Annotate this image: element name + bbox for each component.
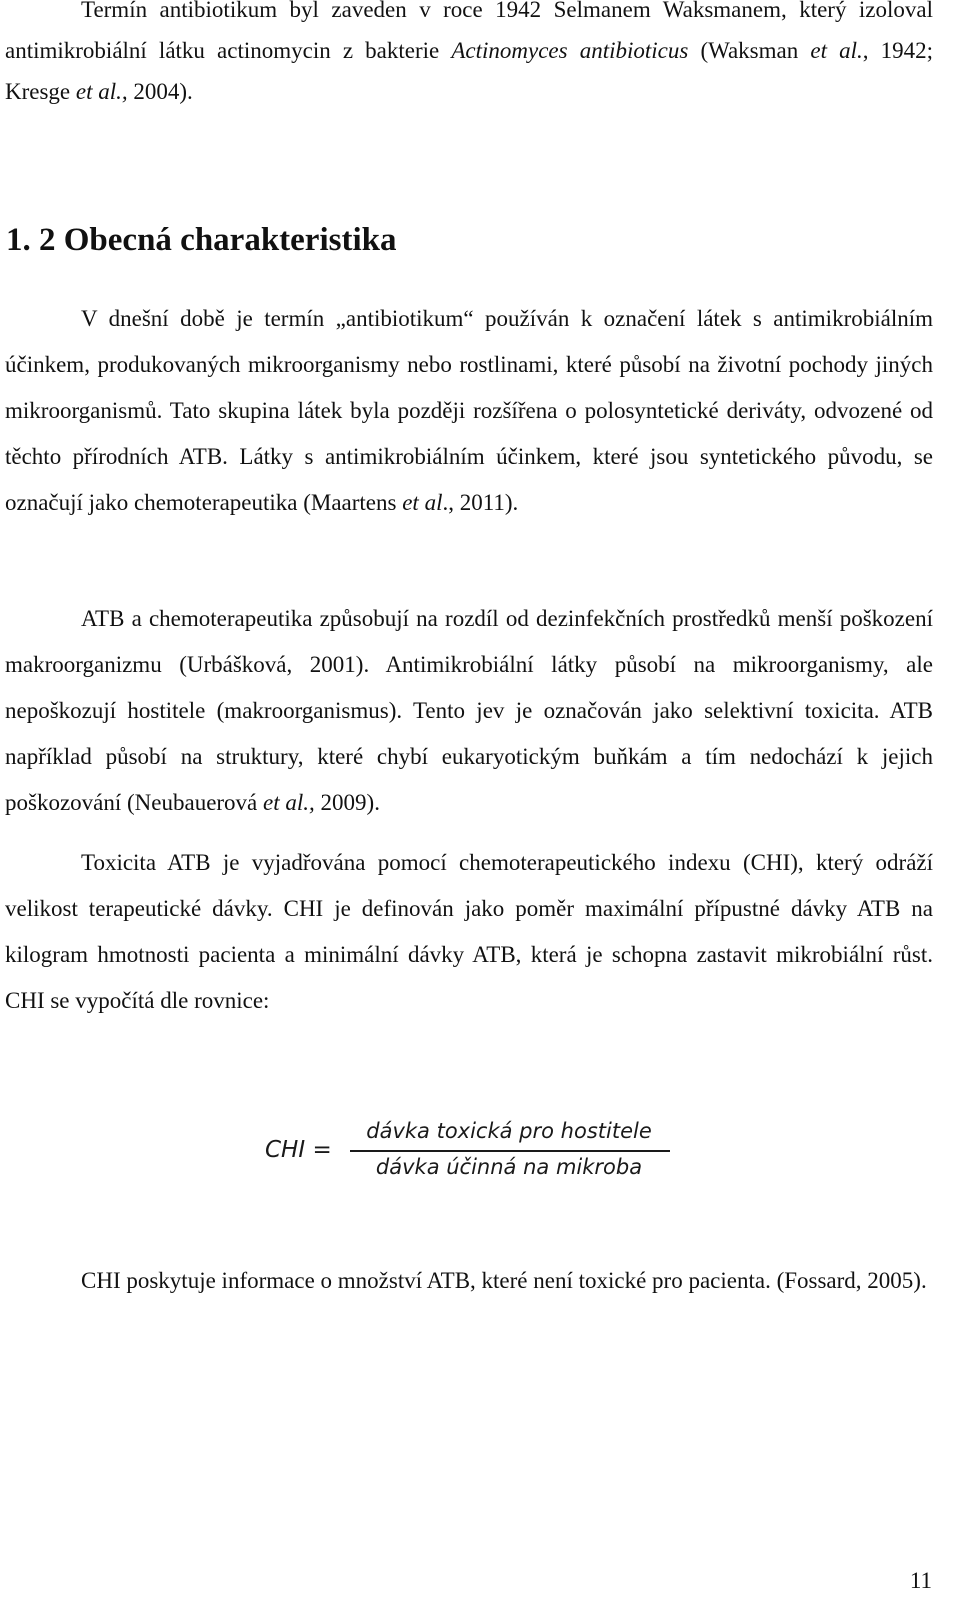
- equation-fraction: [348, 1110, 670, 1190]
- page-number: 11: [909, 1568, 932, 1593]
- equation-numerator: dávka toxická pro hostitele: [366, 1119, 652, 1143]
- text-run: (Waksman: [688, 38, 811, 63]
- text-run: 2004).: [127, 79, 193, 104]
- citation-etal: et al: [402, 490, 443, 515]
- species-name: Actinomyces antibioticus: [451, 38, 689, 63]
- chi-equation: [262, 1110, 682, 1190]
- text-run: V dnešní době je termín „antibiotikum“ používán k označení látek s antimikrobiálním účinkem, produkovaných mikroorganismy nebo rostlinami, které působí na životní pochody jiných mikroorganismů. Tato skupina látek byla později rozšířena o polosyntetické deriváty, odvozené od těchto přírodních ATB. Látky s antimikrobiálním účinkem, které jsou syntetického původu, se označují jako chemoterapeutika (Maartens: [5, 306, 933, 515]
- definition-paragraph: [5, 296, 933, 526]
- citation-etal: et al.: [810, 38, 863, 63]
- equation-denominator: dávka účinná na mikroba: [375, 1155, 643, 1179]
- chi-summary-paragraph: CHI poskytuje informace o množství ATB, které není toxické pro pacienta. (Fossard, 2005).: [81, 1268, 927, 1293]
- text-run: ATB a chemoterapeutika způsobují na rozdíl od dezinfekčních prostředků menší poškození makroorganizmu (Urbášková, 2001). Antimikrobiální látky působí na mikroorganismy, ale nepoškozují hostitele (makroorganismus). Tento jev je označován jako selektivní toxicita. ATB například působí na struktury, které chybí eukaryotickým buňkám a tím nedochází k jejich poškozování (Neubauerová: [5, 606, 933, 815]
- citation-etal: et al.,: [263, 790, 315, 815]
- section-heading: 1. 2 Obecná charakteristika: [6, 222, 397, 258]
- chi-paragraph: Toxicita ATB je vyjadřována pomocí chemoterapeutického indexu (CHI), který odráží velikost terapeutické dávky. CHI je definován jako poměr maximální přípustné dávky ATB na kilogram hmotnosti pacienta a minimální dávky ATB, která je schopna zastavit mikrobiální růst. CHI se vypočítá dle rovnice:: [5, 850, 933, 1013]
- citation-etal: et al.,: [75, 79, 128, 104]
- intro-paragraph: [5, 0, 933, 112]
- text-run: , 1942; Kresge: [5, 38, 933, 104]
- text-run: Termín antibiotikum byl zaveden v roce 1942 Selmanem Waksmanem, který izoloval antimikrobiální látku actinomycin z bakterie: [5, 0, 933, 63]
- equation-lhs: CHI =: [265, 1137, 332, 1163]
- toxicity-paragraph: [5, 596, 933, 826]
- text-run: ., 2011).: [442, 490, 519, 515]
- text-run: 2009).: [314, 790, 380, 815]
